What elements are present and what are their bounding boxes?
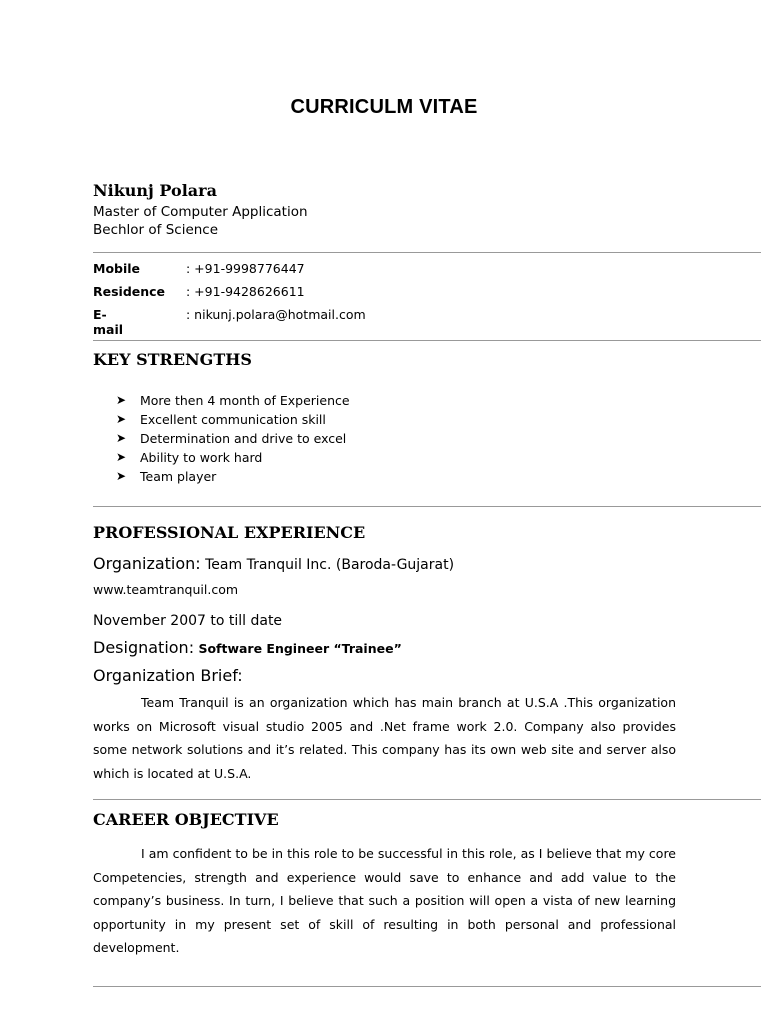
contact-label: Mobile (93, 261, 141, 276)
contact-value: : +91-9998776447 (186, 261, 305, 276)
key-strengths-list (114, 391, 350, 486)
key-strengths-heading: KEY STRENGTHS (93, 350, 252, 369)
employment-period: November 2007 to till date (93, 613, 283, 629)
organization-brief-text: Team Tranquil is an organization which has main branch at U.S.A .This organization works on Microsoft visual studio 2005 and .Net frame work 2.0. Company also provides some network solutions and it’s related. This company has its own web site and server also which is located at U.S.A. (93, 695, 676, 781)
designation-label: Designation: (93, 638, 195, 657)
organization-line (93, 554, 454, 573)
list-item-text: Team player (140, 469, 217, 484)
arrowhead-bullet-icon: ➤ (116, 393, 127, 407)
career-objective-text: I am confident to be in this role to be successful in this role, as I believe that my core Competencies, strength and experience would save to enhance and add value to the company’s business. In turn, I believe that such a position will open a vista of new learning opportunity in my present set of skill of resulting in both personal and professional development. (93, 846, 676, 955)
contact-label: Residence (93, 284, 166, 299)
list-item (114, 429, 350, 448)
list-item-text: Ability to work hard (140, 450, 263, 465)
designation-value: Software Engineer “Trainee” (194, 641, 402, 656)
organization-website[interactable]: www.teamtranquil.com (93, 582, 239, 597)
contact-label: E-mail (93, 307, 124, 337)
divider (93, 506, 761, 507)
arrowhead-bullet-icon: ➤ (116, 469, 127, 483)
list-item-text: Determination and drive to excel (140, 431, 347, 446)
arrowhead-bullet-icon: ➤ (116, 450, 127, 464)
career-objective-heading: CAREER OBJECTIVE (93, 810, 279, 829)
qualification-bsc: Bechlor of Science (93, 222, 219, 238)
list-item-text: More then 4 month of Experience (140, 393, 350, 408)
arrowhead-bullet-icon: ➤ (116, 412, 127, 426)
divider (93, 340, 761, 341)
list-item (114, 467, 350, 486)
list-item (114, 448, 350, 467)
organization-label: Organization: (93, 554, 201, 573)
organization-brief-label: Organization Brief: (93, 666, 243, 685)
divider (93, 252, 761, 253)
list-item (114, 410, 350, 429)
qualification-mca: Master of Computer Application (93, 204, 308, 220)
email-link[interactable]: : nikunj.polara@hotmail.com (186, 307, 366, 322)
divider (93, 799, 761, 800)
divider (93, 986, 761, 987)
person-name: Nikunj Polara (93, 181, 217, 200)
experience-heading: PROFESSIONAL EXPERIENCE (93, 523, 366, 542)
contact-value: : +91-9428626611 (186, 284, 305, 299)
designation-line (93, 638, 402, 657)
organization-value: Team Tranquil Inc. (Baroda-Gujarat) (200, 557, 455, 573)
list-item-text: Excellent communication skill (140, 412, 326, 427)
list-item (114, 391, 350, 410)
arrowhead-bullet-icon: ➤ (116, 431, 127, 445)
document-title: CURRICULM VITAE (290, 96, 478, 118)
